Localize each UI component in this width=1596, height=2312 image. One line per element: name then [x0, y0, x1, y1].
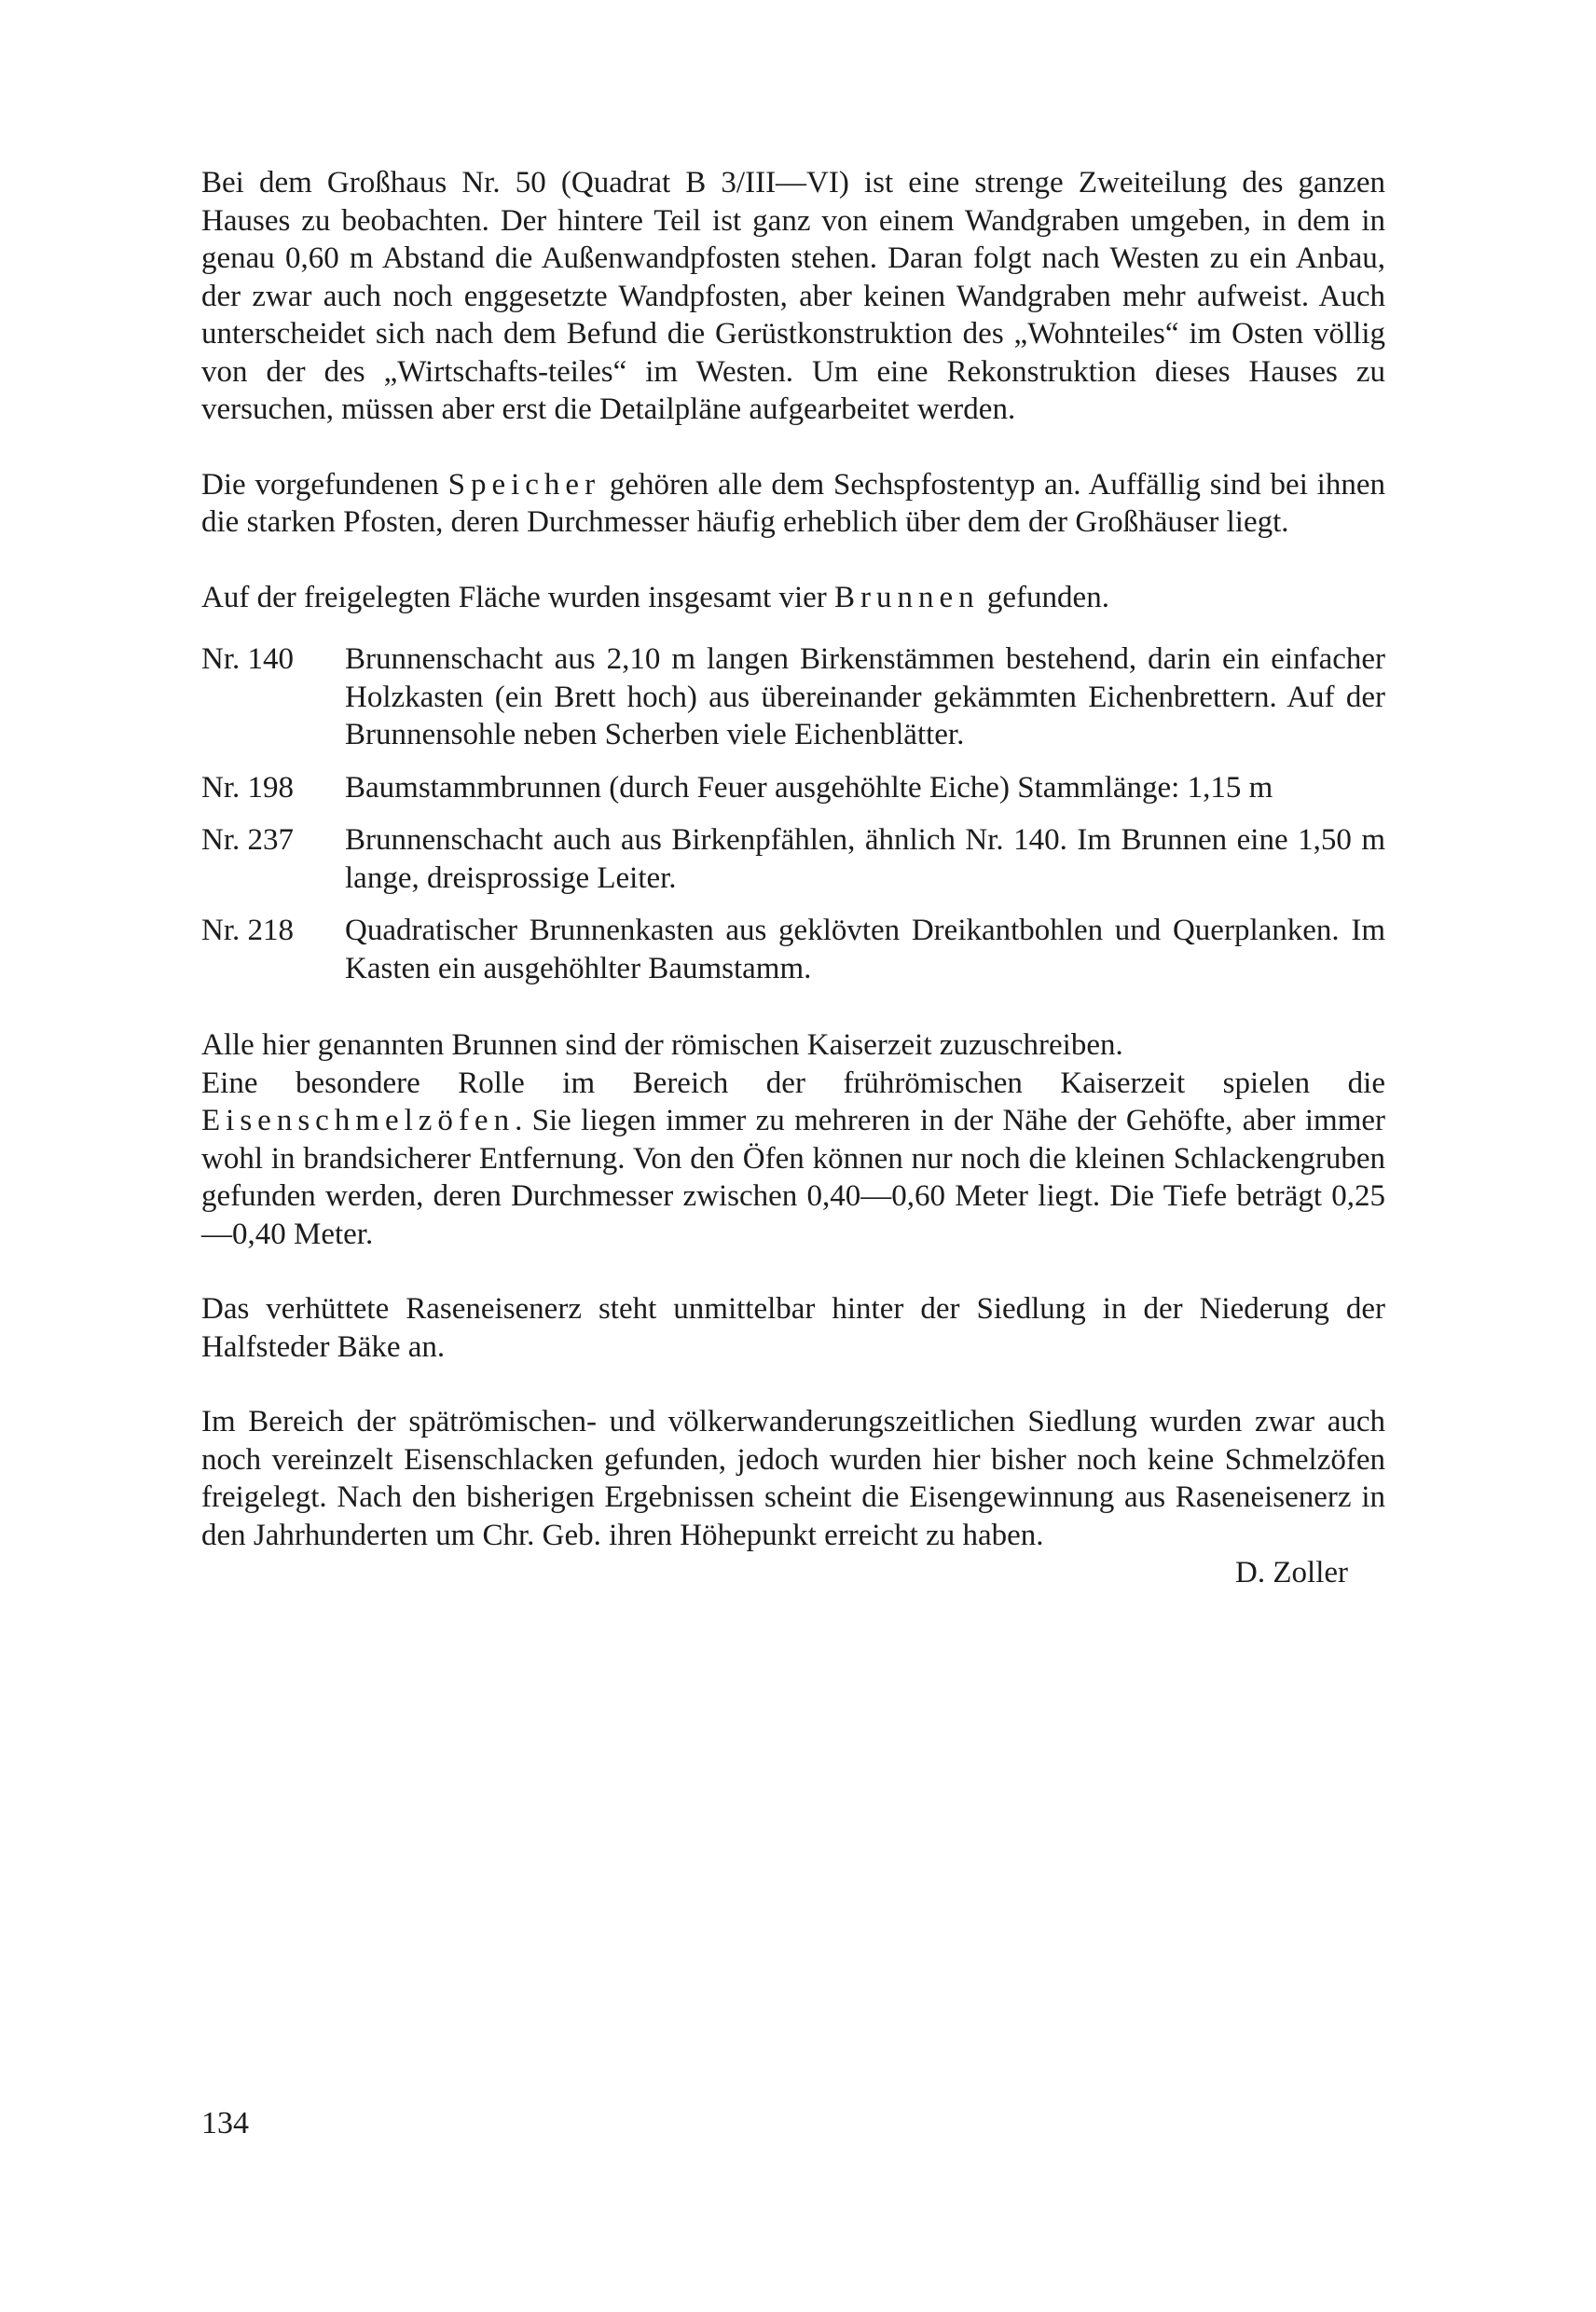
well-number: Nr. 140: [201, 642, 294, 676]
well-number: Nr. 237: [201, 823, 294, 857]
well-description: Brunnenschacht auch aus Birkenpfählen, ähnlich Nr. 140. Im Brunnen eine 1,50 m lange, dreisprossige Leiter.: [345, 823, 1385, 895]
paragraph-spaetroemisch: Im Bereich der spätrömischen- und völkerwanderungszeitlichen Siedlung wurden zwar auch noch vereinzelt Eisenschlacken gefunden, jedoch wurden hier bisher noch keine Schmelzöfen freigelegt. Nach den bisherigen Ergebnissen scheint die Eisengewinnung aus Raseneisenerz in den Jahrhunderten um Chr. Geb. ihren Höhepunkt erreicht zu haben.: [201, 1405, 1385, 1552]
well-entry: [201, 769, 1385, 807]
author-signature: D. Zoller: [1235, 1556, 1348, 1590]
well-description: Baumstammbrunnen (durch Feuer ausgehöhlte Eiche) Stammlänge: 1,15 m: [345, 770, 1273, 805]
paragraph-gap: [201, 1253, 1385, 1290]
paragraph-eisenschmelzoefen: [201, 1065, 1385, 1254]
paragraph-speicher: [201, 466, 1385, 542]
paragraph-brunnen-summary: Alle hier genannten Brunnen sind der römischen Kaiserzeit zuzuschreiben.: [201, 1028, 1123, 1062]
paragraph-eisen-end: . Sie liegen immer zu mehreren in der Nähe der Gehöfte, aber immer wohl in brandsicherer Entfernung. Von den Öfen können nur noch die kleinen Schlackengruben gefunden werden, deren Durchmesser zwischen 0,40—0,60 Meter liegt. Die Tiefe beträgt 0,25—0,40 Meter.: [201, 1104, 1385, 1251]
paragraph-raseneisenerz: Das verhüttete Raseneisenerz steht unmittelbar hinter der Siedlung in der Niederung der Halfsteder Bäke an.: [201, 1292, 1385, 1364]
well-entry: [201, 821, 1385, 897]
paragraph-gap: [201, 616, 1385, 640]
paragraph-brunnen-start: Auf der freigelegten Fläche wurden insgesamt vier: [201, 580, 834, 614]
emphasis-eisenschmelzoefen: Eisenschmelzöfen: [201, 1104, 516, 1137]
paragraph-grosshaus: Bei dem Großhaus Nr. 50 (Quadrat B 3/III—VI) ist eine strenge Zweiteilung des ganzen Hauses zu beobachten. Der hintere Teil ist ganz von einem Wandgraben umgeben, in dem in genau 0,60 m Abstand die Außenwandpfosten stehen. Daran folgt nach Westen zu ein Anbau, der zwar auch noch enggesetzte Wandpfosten, aber keinen Wandgraben mehr aufweist. Auch unterscheidet sich nach dem Befund die Gerüstkonstruktion des „Wohnteiles“ im Osten völlig von der des „Wirtschafts-teiles“ im Westen. Um eine Rekonstruktion dieses Hauses zu versuchen, müssen aber erst die Detailpläne aufgearbeitet werden.: [201, 166, 1385, 426]
paragraph-gap: [201, 1366, 1385, 1403]
page-number: 134: [201, 2106, 249, 2140]
emphasis-speicher: Speicher: [447, 467, 601, 502]
well-description: Brunnenschacht aus 2,10 m langen Birkenstämmen bestehend, darin ein einfacher Holzkasten (ein Brett hoch) aus übereinander gekämmten Eichenbrettern. Auf der Brunnensohle neben Scherben viele Eichenblätter.: [345, 642, 1385, 751]
paragraph-brunnen-intro: [201, 579, 1385, 617]
paragraph-gap: [201, 429, 1385, 466]
paragraph-speicher-start: Die vorgefundenen: [201, 467, 448, 502]
well-entry: [201, 912, 1385, 987]
well-description: Quadratischer Brunnenkasten aus geklövten Dreikantbohlen und Querplanken. Im Kasten ein ausgehöhlter Baumstamm.: [345, 914, 1385, 985]
well-entry: [201, 640, 1385, 754]
paragraph-gap: [201, 1002, 1385, 1026]
paragraph-brunnen-end: gefunden.: [979, 580, 1109, 614]
well-list: [201, 640, 1385, 987]
well-number: Nr. 198: [201, 770, 294, 805]
page-body: [201, 164, 1385, 1592]
well-number: Nr. 218: [201, 914, 294, 947]
paragraph-eisen-start: Eine besondere Rolle im Bereich der frührömischen Kaiserzeit spielen die: [201, 1066, 1385, 1100]
emphasis-brunnen: Brunnen: [834, 580, 980, 614]
paragraph-gap: [201, 542, 1385, 579]
paragraph-speicher-end: gehören alle dem Sechspfostentyp an. Auffällig sind bei ihnen die starken Pfosten, deren Durchmesser häufig erheblich über dem der Großhäuser liegt.: [201, 467, 1385, 539]
